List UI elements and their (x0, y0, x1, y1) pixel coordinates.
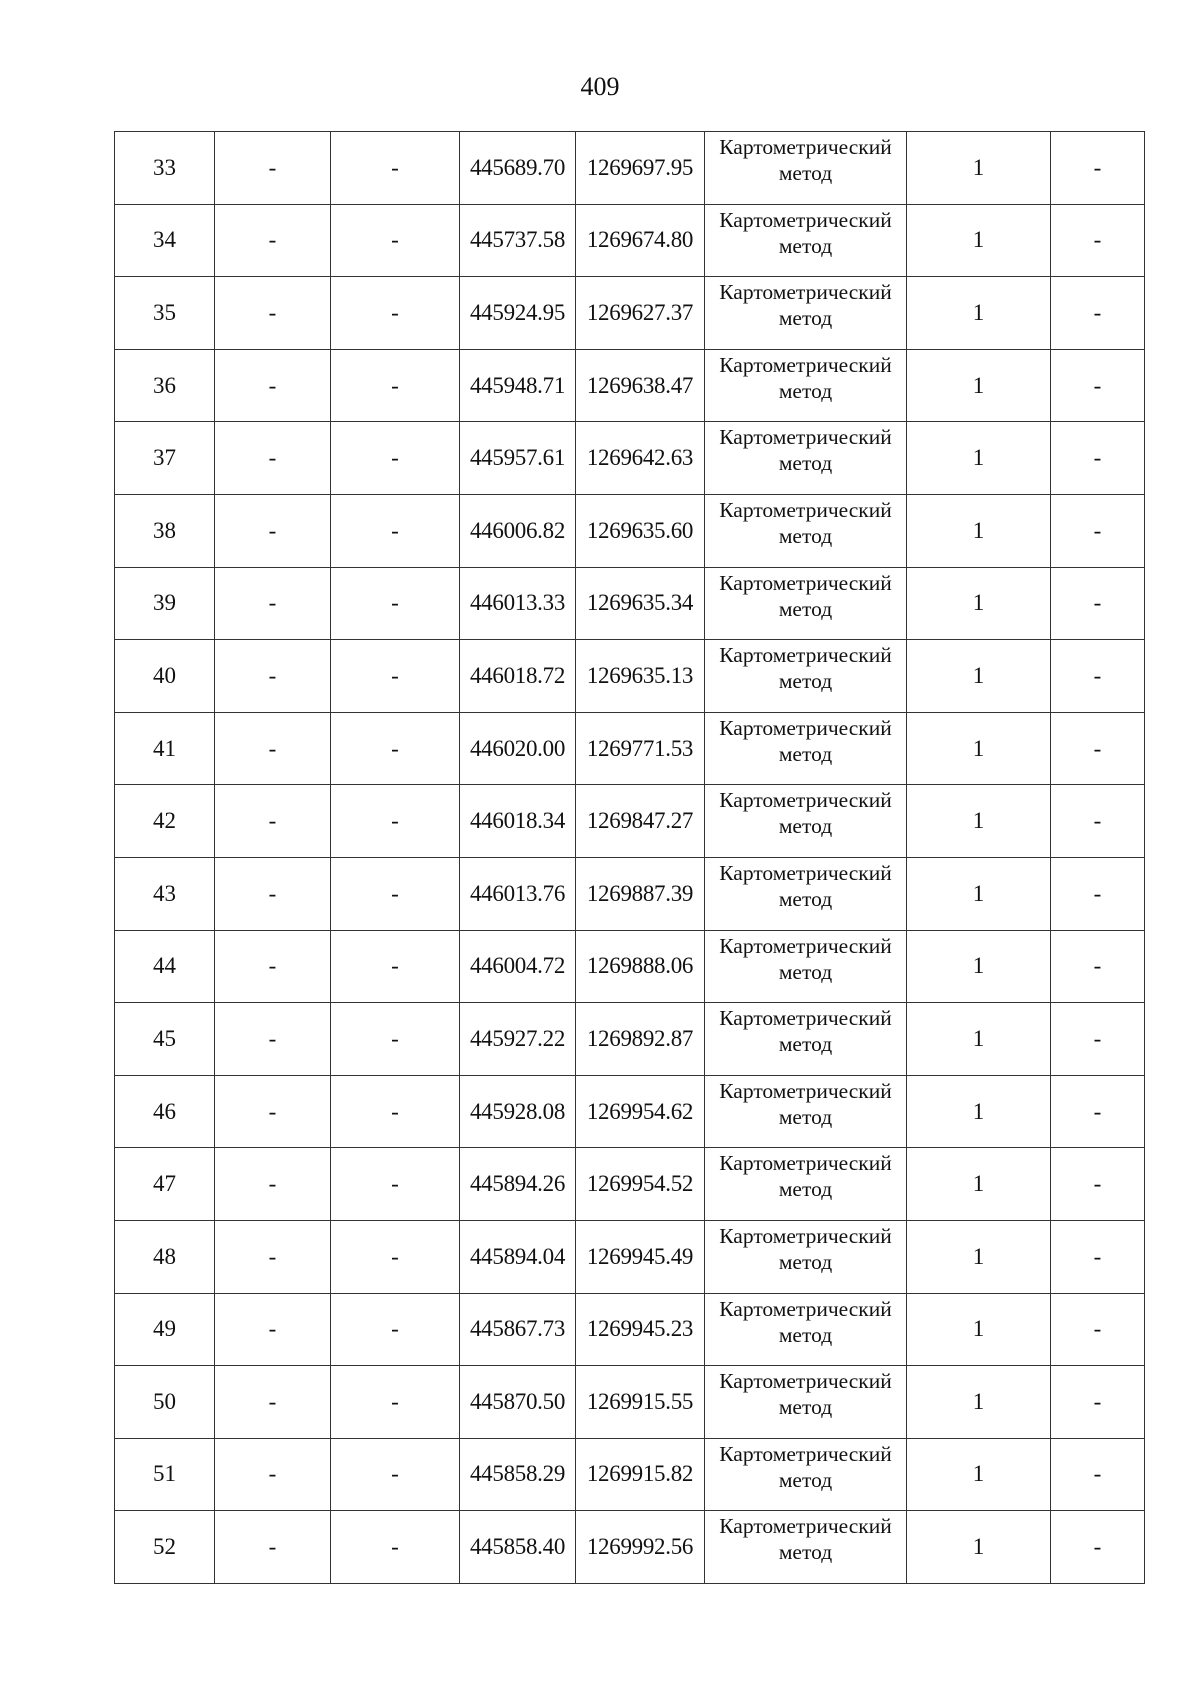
empty-dash-cell: - (215, 567, 331, 640)
x-coordinate-cell: 445858.40 (460, 1511, 576, 1584)
accuracy-cell: 1 (907, 132, 1051, 205)
empty-dash-cell: - (1051, 1438, 1145, 1511)
y-coordinate-cell: 1269945.23 (576, 1293, 705, 1366)
empty-dash-cell: - (215, 204, 331, 277)
point-number-cell: 49 (115, 1293, 215, 1366)
point-number-cell: 35 (115, 277, 215, 350)
method-cell: Картометрический метод (705, 930, 907, 1003)
accuracy-cell: 1 (907, 277, 1051, 350)
empty-dash-cell: - (1051, 1220, 1145, 1293)
method-cell: Картометрический метод (705, 132, 907, 205)
y-coordinate-cell: 1269915.55 (576, 1366, 705, 1439)
y-coordinate-cell: 1269674.80 (576, 204, 705, 277)
accuracy-cell: 1 (907, 1366, 1051, 1439)
empty-dash-cell: - (331, 1220, 460, 1293)
method-cell: Картометрический метод (705, 567, 907, 640)
point-number-cell: 38 (115, 494, 215, 567)
table-row (115, 1075, 1145, 1148)
x-coordinate-cell: 446013.33 (460, 567, 576, 640)
method-cell: Картометрический метод (705, 1511, 907, 1584)
empty-dash-cell: - (331, 1075, 460, 1148)
empty-dash-cell: - (331, 1293, 460, 1366)
empty-dash-cell: - (1051, 567, 1145, 640)
empty-dash-cell: - (331, 132, 460, 205)
accuracy-cell: 1 (907, 785, 1051, 858)
empty-dash-cell: - (215, 857, 331, 930)
y-coordinate-cell: 1269954.62 (576, 1075, 705, 1148)
point-number-cell: 39 (115, 567, 215, 640)
y-coordinate-cell: 1269697.95 (576, 132, 705, 205)
method-cell: Картометрический метод (705, 1220, 907, 1293)
x-coordinate-cell: 445948.71 (460, 349, 576, 422)
y-coordinate-cell: 1269887.39 (576, 857, 705, 930)
y-coordinate-cell: 1269635.34 (576, 567, 705, 640)
point-number-cell: 42 (115, 785, 215, 858)
point-number-cell: 40 (115, 640, 215, 713)
empty-dash-cell: - (215, 1075, 331, 1148)
x-coordinate-cell: 446018.34 (460, 785, 576, 858)
empty-dash-cell: - (215, 1438, 331, 1511)
empty-dash-cell: - (1051, 640, 1145, 713)
y-coordinate-cell: 1269888.06 (576, 930, 705, 1003)
table-row (115, 1220, 1145, 1293)
point-number-cell: 36 (115, 349, 215, 422)
method-cell: Картометрический метод (705, 494, 907, 567)
accuracy-cell: 1 (907, 1511, 1051, 1584)
method-cell: Картометрический метод (705, 785, 907, 858)
point-number-cell: 52 (115, 1511, 215, 1584)
method-cell: Картометрический метод (705, 204, 907, 277)
empty-dash-cell: - (331, 712, 460, 785)
method-cell: Картометрический метод (705, 349, 907, 422)
table-row (115, 1438, 1145, 1511)
empty-dash-cell: - (1051, 1511, 1145, 1584)
empty-dash-cell: - (331, 494, 460, 567)
empty-dash-cell: - (215, 1220, 331, 1293)
y-coordinate-cell: 1269635.60 (576, 494, 705, 567)
y-coordinate-cell: 1269915.82 (576, 1438, 705, 1511)
method-cell: Картометрический метод (705, 1148, 907, 1221)
y-coordinate-cell: 1269847.27 (576, 785, 705, 858)
empty-dash-cell: - (215, 349, 331, 422)
empty-dash-cell: - (331, 640, 460, 713)
table-body (115, 132, 1145, 1584)
accuracy-cell: 1 (907, 567, 1051, 640)
method-cell: Картометрический метод (705, 1293, 907, 1366)
table-row (115, 204, 1145, 277)
x-coordinate-cell: 445928.08 (460, 1075, 576, 1148)
table-row (115, 1293, 1145, 1366)
point-number-cell: 44 (115, 930, 215, 1003)
method-cell: Картометрический метод (705, 1366, 907, 1439)
y-coordinate-cell: 1269771.53 (576, 712, 705, 785)
x-coordinate-cell: 446018.72 (460, 640, 576, 713)
y-coordinate-cell: 1269954.52 (576, 1148, 705, 1221)
x-coordinate-cell: 446004.72 (460, 930, 576, 1003)
point-number-cell: 47 (115, 1148, 215, 1221)
x-coordinate-cell: 445894.04 (460, 1220, 576, 1293)
x-coordinate-cell: 445737.58 (460, 204, 576, 277)
empty-dash-cell: - (1051, 277, 1145, 350)
empty-dash-cell: - (331, 857, 460, 930)
empty-dash-cell: - (215, 422, 331, 495)
accuracy-cell: 1 (907, 204, 1051, 277)
empty-dash-cell: - (1051, 712, 1145, 785)
method-cell: Картометрический метод (705, 277, 907, 350)
empty-dash-cell: - (215, 132, 331, 205)
point-number-cell: 41 (115, 712, 215, 785)
y-coordinate-cell: 1269638.47 (576, 349, 705, 422)
empty-dash-cell: - (1051, 1293, 1145, 1366)
table-row (115, 1366, 1145, 1439)
method-cell: Картометрический метод (705, 1438, 907, 1511)
table-row (115, 1148, 1145, 1221)
empty-dash-cell: - (215, 640, 331, 713)
table-row (115, 930, 1145, 1003)
accuracy-cell: 1 (907, 494, 1051, 567)
x-coordinate-cell: 445924.95 (460, 277, 576, 350)
x-coordinate-cell: 445858.29 (460, 1438, 576, 1511)
empty-dash-cell: - (331, 277, 460, 350)
empty-dash-cell: - (215, 785, 331, 858)
empty-dash-cell: - (331, 349, 460, 422)
accuracy-cell: 1 (907, 857, 1051, 930)
empty-dash-cell: - (215, 277, 331, 350)
empty-dash-cell: - (1051, 1148, 1145, 1221)
empty-dash-cell: - (1051, 494, 1145, 567)
point-number-cell: 43 (115, 857, 215, 930)
x-coordinate-cell: 445894.26 (460, 1148, 576, 1221)
x-coordinate-cell: 445870.50 (460, 1366, 576, 1439)
x-coordinate-cell: 445927.22 (460, 1003, 576, 1076)
method-cell: Картометрический метод (705, 640, 907, 713)
y-coordinate-cell: 1269627.37 (576, 277, 705, 350)
table-row (115, 422, 1145, 495)
empty-dash-cell: - (1051, 422, 1145, 495)
table-row (115, 857, 1145, 930)
x-coordinate-cell: 446020.00 (460, 712, 576, 785)
accuracy-cell: 1 (907, 930, 1051, 1003)
empty-dash-cell: - (331, 204, 460, 277)
x-coordinate-cell: 446006.82 (460, 494, 576, 567)
point-number-cell: 37 (115, 422, 215, 495)
empty-dash-cell: - (215, 930, 331, 1003)
accuracy-cell: 1 (907, 640, 1051, 713)
table-row (115, 640, 1145, 713)
empty-dash-cell: - (1051, 1075, 1145, 1148)
x-coordinate-cell: 445689.70 (460, 132, 576, 205)
empty-dash-cell: - (1051, 785, 1145, 858)
accuracy-cell: 1 (907, 422, 1051, 495)
empty-dash-cell: - (1051, 1003, 1145, 1076)
table-row (115, 132, 1145, 205)
empty-dash-cell: - (331, 785, 460, 858)
accuracy-cell: 1 (907, 712, 1051, 785)
method-cell: Картометрический метод (705, 712, 907, 785)
accuracy-cell: 1 (907, 1293, 1051, 1366)
table-row (115, 349, 1145, 422)
point-number-cell: 51 (115, 1438, 215, 1511)
table-row (115, 1003, 1145, 1076)
empty-dash-cell: - (1051, 204, 1145, 277)
x-coordinate-cell: 446013.76 (460, 857, 576, 930)
x-coordinate-cell: 445867.73 (460, 1293, 576, 1366)
y-coordinate-cell: 1269642.63 (576, 422, 705, 495)
method-cell: Картометрический метод (705, 857, 907, 930)
empty-dash-cell: - (215, 1293, 331, 1366)
table-row (115, 1511, 1145, 1584)
point-number-cell: 46 (115, 1075, 215, 1148)
table-row (115, 567, 1145, 640)
empty-dash-cell: - (331, 1366, 460, 1439)
accuracy-cell: 1 (907, 1003, 1051, 1076)
empty-dash-cell: - (331, 567, 460, 640)
point-number-cell: 45 (115, 1003, 215, 1076)
table-row (115, 785, 1145, 858)
point-number-cell: 34 (115, 204, 215, 277)
empty-dash-cell: - (331, 1511, 460, 1584)
empty-dash-cell: - (331, 422, 460, 495)
page-number: 409 (580, 72, 620, 101)
point-number-cell: 33 (115, 132, 215, 205)
y-coordinate-cell: 1269635.13 (576, 640, 705, 713)
empty-dash-cell: - (1051, 930, 1145, 1003)
empty-dash-cell: - (331, 1148, 460, 1221)
empty-dash-cell: - (331, 1438, 460, 1511)
empty-dash-cell: - (1051, 857, 1145, 930)
table-row (115, 712, 1145, 785)
empty-dash-cell: - (1051, 132, 1145, 205)
empty-dash-cell: - (215, 1003, 331, 1076)
point-number-cell: 50 (115, 1366, 215, 1439)
coordinates-table (114, 131, 1145, 1584)
empty-dash-cell: - (215, 1511, 331, 1584)
accuracy-cell: 1 (907, 1220, 1051, 1293)
empty-dash-cell: - (1051, 349, 1145, 422)
empty-dash-cell: - (215, 712, 331, 785)
x-coordinate-cell: 445957.61 (460, 422, 576, 495)
y-coordinate-cell: 1269945.49 (576, 1220, 705, 1293)
y-coordinate-cell: 1269992.56 (576, 1511, 705, 1584)
empty-dash-cell: - (215, 494, 331, 567)
accuracy-cell: 1 (907, 1075, 1051, 1148)
table-row (115, 494, 1145, 567)
method-cell: Картометрический метод (705, 1003, 907, 1076)
table-row (115, 277, 1145, 350)
empty-dash-cell: - (331, 930, 460, 1003)
empty-dash-cell: - (215, 1148, 331, 1221)
method-cell: Картометрический метод (705, 1075, 907, 1148)
point-number-cell: 48 (115, 1220, 215, 1293)
y-coordinate-cell: 1269892.87 (576, 1003, 705, 1076)
accuracy-cell: 1 (907, 1148, 1051, 1221)
accuracy-cell: 1 (907, 1438, 1051, 1511)
accuracy-cell: 1 (907, 349, 1051, 422)
empty-dash-cell: - (1051, 1366, 1145, 1439)
empty-dash-cell: - (215, 1366, 331, 1439)
method-cell: Картометрический метод (705, 422, 907, 495)
empty-dash-cell: - (331, 1003, 460, 1076)
